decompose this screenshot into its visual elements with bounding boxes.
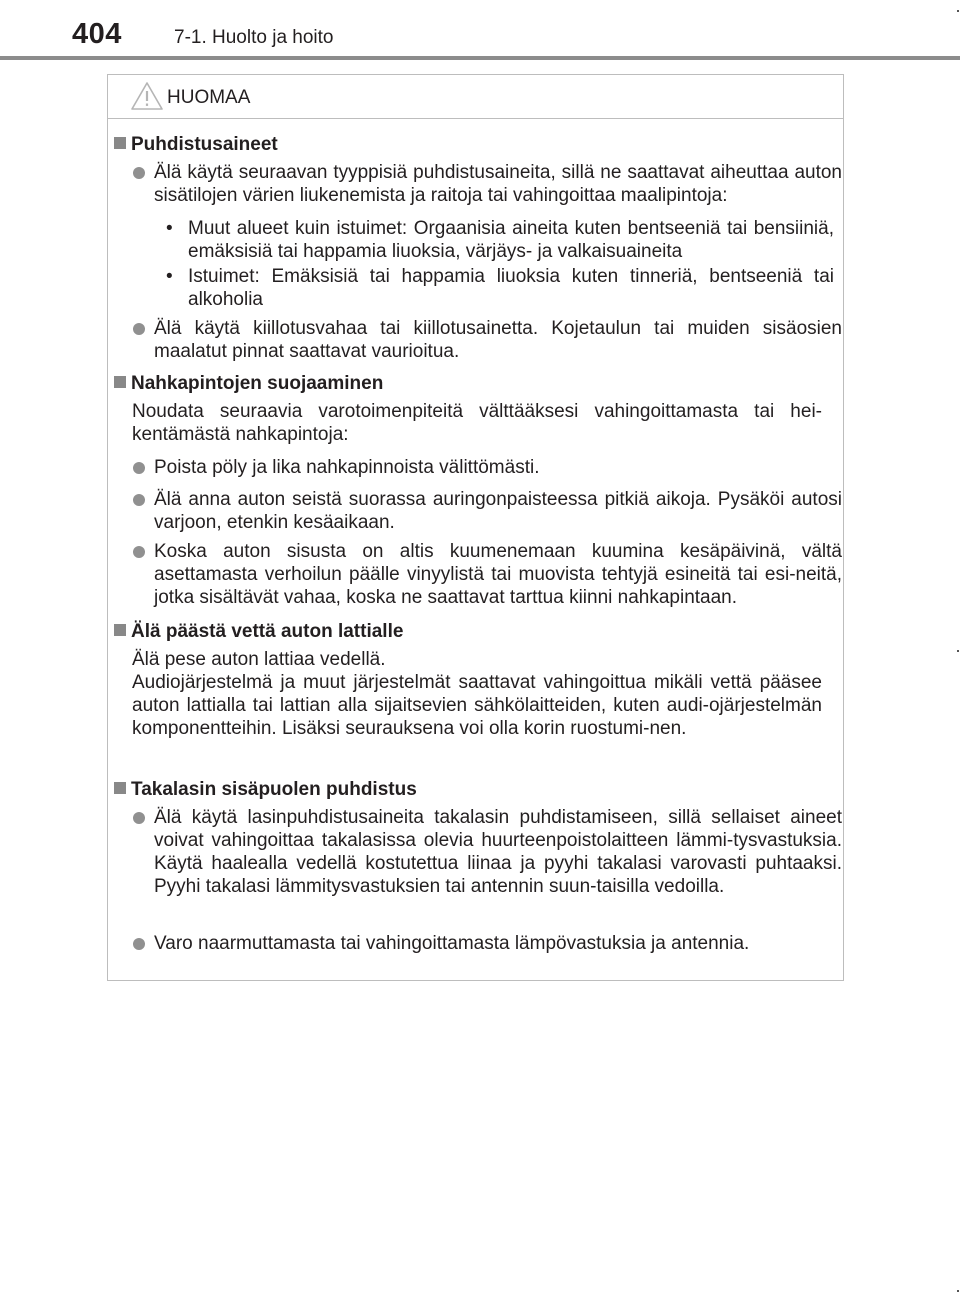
edge-mark bbox=[957, 10, 959, 12]
paragraph: Audiojärjestelmä ja muut järjestelmät saattavat vahingoittua mikäli vettä pääsee auton lattialla tai lattian alla sijaitsevien sähkölaitteiden, kuten audi-ojärjestelmän komponentteihin. Lisäksi seurauksena voi olla korin ruostumi-nen. bbox=[132, 672, 822, 739]
square-bullet-icon bbox=[114, 376, 126, 388]
list-item: Poista pöly ja lika nahkapinnoista välittömästi. bbox=[132, 456, 842, 479]
notice-label: HUOMAA bbox=[167, 87, 251, 108]
header-rule bbox=[0, 56, 960, 60]
section-heading-floor: Älä päästä vettä auton lattialle bbox=[114, 620, 403, 644]
circle-bullet-icon bbox=[133, 546, 145, 558]
list-item: Älä käytä seuraavan tyyppisiä puhdistusaineita, sillä ne saattavat aiheuttaa auton sisätilojen värien liukenemista ja raitoja tai vahingoittaa maalipintoja: bbox=[132, 161, 842, 207]
notice-box bbox=[107, 74, 844, 981]
square-bullet-icon bbox=[114, 137, 126, 149]
notice-header bbox=[108, 75, 843, 119]
circle-bullet-icon bbox=[133, 494, 145, 506]
paragraph: Älä pese auton lattiaa vedellä. bbox=[132, 649, 386, 670]
list-item: Koska auton sisusta on altis kuumenemaan kuumina kesäpäivinä, vältä asettamasta verhoilun päälle vinyylistä tai muovista tehtyjä esineitä tai esi-neitä, jotka sisältävät vahaa, koska ne saattavat tarttua kiinni nahkapintaan. bbox=[132, 540, 842, 609]
section-heading-leather: Nahkapintojen suojaaminen bbox=[114, 372, 383, 396]
square-bullet-icon bbox=[114, 624, 126, 636]
list-item: Älä anna auton seistä suorassa auringonpaisteessa pitkiä aikoja. Pysäköi autosi varjoon, etenkin kesäaikaan. bbox=[132, 488, 842, 534]
section-title: 7-1. Huolto ja hoito bbox=[174, 27, 334, 48]
section-heading-cleaners: Puhdistusaineet bbox=[114, 133, 278, 157]
list-item: Älä käytä lasinpuhdistusaineita takalasin puhdistamiseen, sillä sellaiset aineet voivat vahingoittaa takalasissa olevia huurteenpoistolaitteen lämmi-tysvastuksia. Käytä haalealla vedellä kostutettua liinaa ja pyyhi takalasi varovasti puhtaaksi. Pyyhi takalasi lämmitysvastuksien tai antennin suun-taisilla vedoilla. bbox=[132, 806, 842, 898]
list-item: Älä käytä kiillotusvahaa tai kiillotusainetta. Kojetaulun tai muiden sisäosien maalatut pinnat saattavat vaurioitua. bbox=[132, 317, 842, 363]
sub-list-item: • Muut alueet kuin istuimet: Orgaanisia aineita kuten bentseeniä tai bensiiniä, emäksisiä tai happamia liuoksia, värjäys- ja valkaisuaineita bbox=[166, 218, 834, 262]
circle-bullet-icon bbox=[133, 167, 145, 179]
sub-bullet-icon: • bbox=[166, 218, 173, 239]
list-item: Varo naarmuttamasta tai vahingoittamasta lämpövastuksia ja antennia. bbox=[132, 932, 842, 955]
page-number: 404 bbox=[72, 18, 122, 50]
paragraph: Noudata seuraavia varotoimenpiteitä välttääksesi vahingoittamasta tai hei-kentämästä nahkapintoja: bbox=[132, 401, 822, 445]
sub-bullet-icon: • bbox=[166, 266, 173, 287]
square-bullet-icon bbox=[114, 782, 126, 794]
edge-mark bbox=[957, 1290, 959, 1292]
circle-bullet-icon bbox=[133, 323, 145, 335]
circle-bullet-icon bbox=[133, 938, 145, 950]
sub-list-item: • Istuimet: Emäksisiä tai happamia liuoksia kuten tinneriä, bentseeniä tai alkoholia bbox=[166, 266, 834, 310]
page-header bbox=[0, 0, 960, 64]
edge-mark bbox=[957, 650, 959, 652]
warning-triangle-icon bbox=[130, 81, 164, 111]
circle-bullet-icon bbox=[133, 462, 145, 474]
circle-bullet-icon bbox=[133, 812, 145, 824]
section-heading-rear-window: Takalasin sisäpuolen puhdistus bbox=[114, 778, 417, 802]
